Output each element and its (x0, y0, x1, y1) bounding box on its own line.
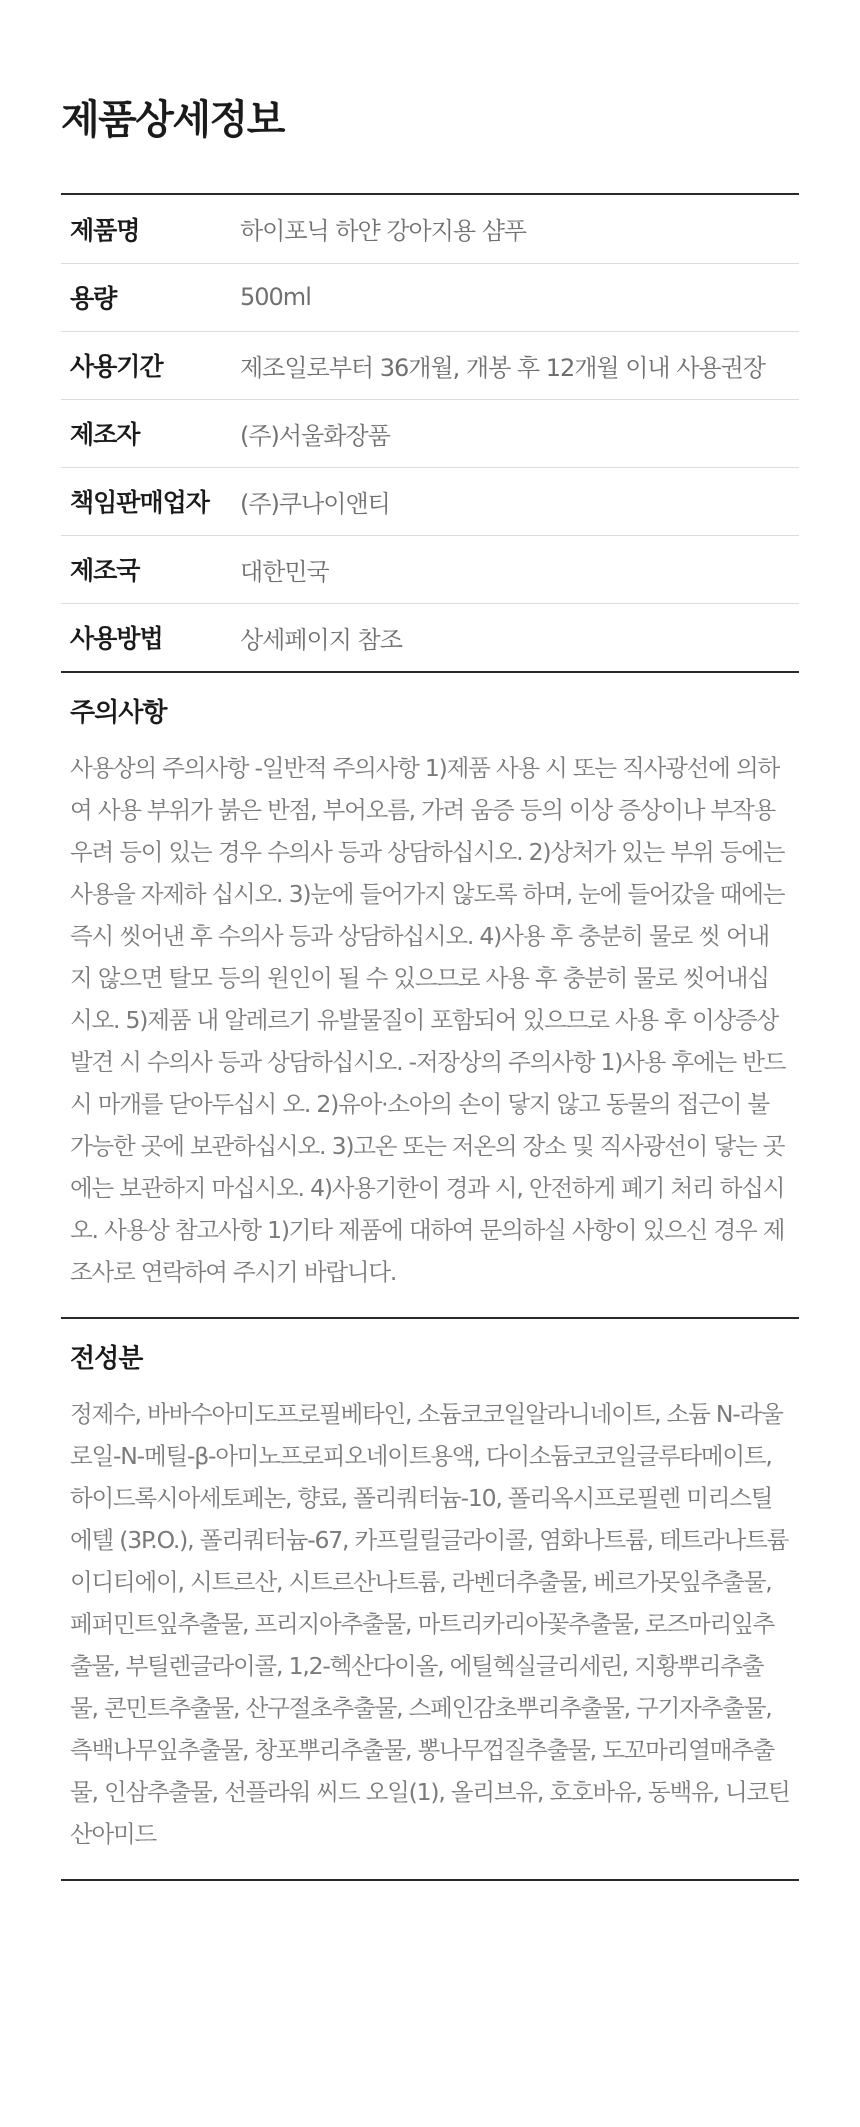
spec-row-usage-period (61, 331, 799, 399)
spec-row-distributor (61, 467, 799, 535)
spec-label: 사용방법 (70, 624, 163, 654)
spec-label: 사용기간 (70, 352, 163, 381)
spec-value: 하이포닉 하얀 강아지용 샴푸 (240, 217, 527, 246)
spec-row-product-name (61, 195, 799, 263)
spec-label: 용량 (70, 284, 117, 313)
caution-title: 주의사항 (70, 698, 167, 728)
page-title: 제품상세정보 (61, 97, 284, 143)
spec-value: 대한민국 (240, 557, 329, 586)
bottom-divider (61, 1879, 799, 1881)
spec-value: 500ml (240, 283, 311, 311)
ingredients-text: 정제수, 바바수아미도프로필베타인, 소듐코코일알라니네이트, 소듐 N-라울로일-N-메틸-β-아미노프로피오네이트용액, 다이소듐코코일글루타메이트, 하이드록시아세토페논, 향료, 폴리쿼터늄-10, 폴리옥시프로필렌 미리스틸에텔 (3P.O.), 폴리쿼터늄-67, 카프릴릴글라이콜, 염화나트륨, 테트라나트륨이디티에이, 시트르산, 시트르산나트륨, 라벤더추출물, 베르가못잎추출물, 페퍼민트잎추출물, 프리지아추출물, 마트리카리아꽃추출물, 로즈마리잎추출물, 부틸렌글라이콜, 1,2-헥산다이올, 에틸헥실글리세린, 지황뿌리추출물, 콘민트추출물, 산구절초추출물, 스페인감초뿌리추출물, 구기자추출물, 측백나무잎추출물, 창포뿌리추출물, 뽕나무껍질추출물, 도꼬마리열매추출물, 인삼추출물, 선플라워 씨드 오일(1), 올리브유, 호호바유, 동백유, 니코틴산아미드 (70, 1400, 790, 1848)
ingredients-title: 전성분 (70, 1344, 143, 1374)
caution-text: 사용상의 주의사항 -일반적 주의사항 1)제품 사용 시 또는 직사광선에 의하여 사용 부위가 붉은 반점, 부어오름, 가려 움증 등의 이상 증상이나 부작용 우려 등이 있는 경우 수의사 등과 상담하십시오. 2)상처가 있는 부위 등에는 사용을 자제하 십시오. 3)눈에 들어가지 않도록 하며, 눈에 들어갔을 때에는 즉시 씻어낸 후 수의사 등과 상담하십시오. 4)사용 후 충분히 물로 씻 어내지 않으면 탈모 등의 원인이 될 수 있으므로 사용 후 충분히 물로 씻어내십시오. 5)제품 내 알레르기 유발물질이 포함되어 있으므로 사용 후 이상증상 발견 시 수의사 등과 상담하십시오. -저장상의 주의사항 1)사용 후에는 반드시 마개를 닫아두십시 오. 2)유아·소아의 손이 닿지 않고 동물의 접근이 불가능한 곳에 보관하십시오. 3)고온 또는 저온의 장소 및 직사광선이 닿는 곳 에는 보관하지 마십시오. 4)사용기한이 경과 시, 안전하게 폐기 처리 하십시오. 사용상 참고사항 1)기타 제품에 대하여 문의하실 사항이 있으신 경우 제조사로 연락하여 주시기 바랍니다. (70, 754, 786, 1286)
spec-value: 상세페이지 참조 (240, 625, 402, 654)
spec-table (61, 195, 799, 671)
spec-label: 제조자 (70, 420, 140, 449)
spec-row-manufacturer (61, 399, 799, 467)
ingredients-section (61, 1319, 799, 1879)
spec-row-country (61, 535, 799, 603)
spec-label: 제조국 (70, 556, 140, 585)
spec-value: (주)쿠나이앤티 (240, 489, 390, 518)
caution-section (61, 673, 799, 1317)
spec-row-volume (61, 263, 799, 331)
spec-label: 제품명 (70, 215, 140, 245)
spec-row-directions (61, 603, 799, 671)
spec-label: 책임판매업자 (70, 488, 209, 517)
spec-value: (주)서울화장품 (240, 421, 390, 450)
spec-value: 제조일로부터 36개월, 개봉 후 12개월 이내 사용권장 (240, 353, 765, 382)
